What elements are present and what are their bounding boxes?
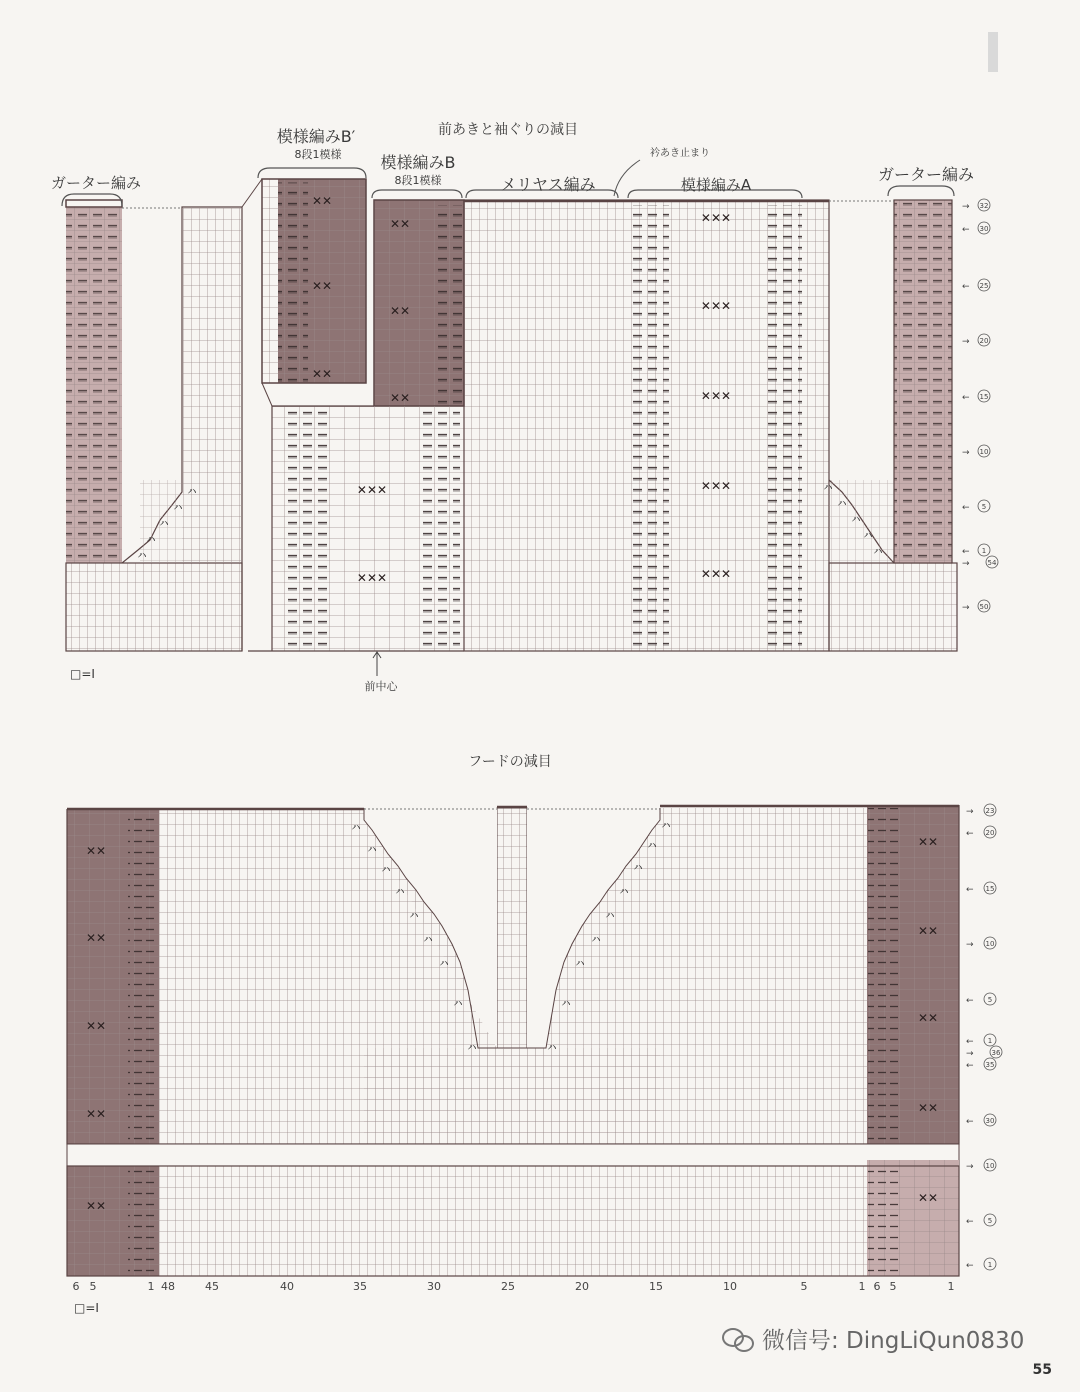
svg-text:ㇵ: ㇵ	[158, 515, 171, 529]
svg-text:→: →	[962, 337, 970, 347]
label-pattern-a: 模様編みA	[680, 176, 752, 194]
label-neck-opening-stop: 衿あき止まり	[650, 148, 710, 159]
svg-text:✕✕: ✕✕	[917, 1101, 939, 1115]
svg-text:23: 23	[985, 807, 995, 815]
svg-text:✕✕✕: ✕✕✕	[700, 389, 732, 403]
svg-text:5: 5	[987, 996, 993, 1004]
svg-text:→: →	[962, 448, 970, 458]
svg-text:1: 1	[858, 1280, 866, 1293]
page-number: 55	[1032, 1362, 1052, 1378]
left-body-grid	[66, 563, 242, 651]
svg-text:←: ←	[962, 547, 970, 557]
svg-text:6: 6	[873, 1280, 881, 1293]
svg-text:✕✕✕: ✕✕✕	[700, 479, 732, 493]
svg-text:1: 1	[147, 1280, 155, 1293]
svg-text:ㇵ: ㇵ	[145, 531, 158, 545]
svg-text:20: 20	[575, 1280, 589, 1293]
svg-text:5: 5	[987, 1217, 993, 1225]
svg-text:45: 45	[205, 1280, 219, 1293]
svg-text:30: 30	[979, 225, 989, 233]
wechat-icon	[722, 1326, 756, 1352]
label-pattern-b-repeat: 8段1模様	[394, 174, 442, 187]
right-body-grid	[829, 563, 957, 651]
label-garter-right: ガーター編み	[877, 165, 975, 184]
svg-text:←: ←	[966, 1217, 974, 1227]
svg-text:ㇵ: ㇵ	[366, 841, 379, 855]
svg-text:✕✕: ✕✕	[311, 367, 333, 381]
svg-text:✕✕: ✕✕	[917, 1191, 939, 1205]
svg-text:✕✕: ✕✕	[311, 194, 333, 208]
svg-text:25: 25	[501, 1280, 515, 1293]
svg-text:←: ←	[966, 885, 974, 895]
svg-text:✕✕: ✕✕	[389, 391, 411, 405]
svg-text:✕✕✕: ✕✕✕	[700, 211, 732, 225]
svg-text:ㇵ: ㇵ	[590, 931, 603, 945]
svg-text:54: 54	[987, 559, 997, 567]
svg-text:35: 35	[985, 1061, 995, 1069]
svg-text:←: ←	[966, 1037, 974, 1047]
svg-text:✕✕✕: ✕✕✕	[356, 483, 388, 497]
svg-text:✕✕: ✕✕	[85, 1019, 107, 1033]
svg-text:ㇵ: ㇵ	[836, 495, 849, 509]
svg-text:✕✕✕: ✕✕✕	[700, 299, 732, 313]
svg-text:5: 5	[800, 1280, 808, 1293]
svg-text:ㇵ: ㇵ	[604, 907, 617, 921]
svg-text:50: 50	[979, 603, 989, 611]
top-chart-title: 前あきと袖ぐりの減目	[438, 122, 578, 138]
svg-text:ㇵ: ㇵ	[660, 817, 673, 831]
svg-text:1: 1	[987, 1261, 993, 1269]
svg-text:10: 10	[979, 448, 989, 456]
svg-text:✕✕: ✕✕	[311, 279, 333, 293]
svg-text:30: 30	[985, 1117, 995, 1125]
svg-text:48: 48	[161, 1280, 175, 1293]
svg-text:20: 20	[979, 337, 989, 345]
svg-text:←: ←	[966, 1061, 974, 1071]
svg-text:ㇵ: ㇵ	[822, 479, 835, 493]
svg-text:ㇵ: ㇵ	[438, 955, 451, 969]
svg-text:ㇵ: ㇵ	[646, 837, 659, 851]
svg-text:✕✕: ✕✕	[85, 844, 107, 858]
label-pattern-b: 模様編みB	[380, 153, 456, 172]
svg-text:←: ←	[962, 282, 970, 292]
svg-text:25: 25	[979, 282, 989, 290]
svg-text:10: 10	[985, 1162, 995, 1170]
svg-text:32: 32	[979, 202, 989, 210]
svg-text:ㇵ: ㇵ	[136, 547, 149, 561]
svg-text:ㇵ: ㇵ	[618, 883, 631, 897]
svg-text:←: ←	[966, 1261, 974, 1271]
svg-text:←: ←	[966, 829, 974, 839]
svg-text:5: 5	[89, 1280, 97, 1293]
label-front-center: 前中心	[364, 680, 398, 693]
svg-text:ㇵ: ㇵ	[872, 543, 885, 557]
label-stockinette: メリヤス編み	[500, 175, 596, 194]
svg-text:30: 30	[427, 1280, 441, 1293]
svg-text:5: 5	[889, 1280, 897, 1293]
label-pattern-b-prime-repeat: 8段1模様	[294, 148, 342, 161]
svg-text:→: →	[962, 603, 970, 613]
svg-text:10: 10	[985, 940, 995, 948]
top-chart	[51, 122, 998, 693]
svg-text:40: 40	[280, 1280, 294, 1293]
top-row-markers	[962, 199, 998, 613]
svg-text:36: 36	[991, 1049, 1001, 1057]
bottom-chart	[67, 754, 1002, 1315]
svg-text:ㇵ: ㇵ	[862, 527, 875, 541]
svg-text:→: →	[966, 1162, 974, 1172]
svg-text:✕✕✕: ✕✕✕	[700, 567, 732, 581]
svg-text:←: ←	[962, 225, 970, 235]
svg-text:✕✕: ✕✕	[389, 304, 411, 318]
svg-text:ㇵ: ㇵ	[560, 995, 573, 1009]
svg-text:ㇵ: ㇵ	[850, 511, 863, 525]
svg-text:ㇵ: ㇵ	[422, 931, 435, 945]
svg-text:✕✕: ✕✕	[917, 835, 939, 849]
svg-text:1: 1	[987, 1037, 993, 1045]
svg-text:ㇵ: ㇵ	[350, 819, 363, 833]
svg-text:✕✕: ✕✕	[917, 924, 939, 938]
svg-text:ㇵ: ㇵ	[466, 1039, 479, 1053]
svg-text:6: 6	[72, 1280, 80, 1293]
svg-text:ㇵ: ㇵ	[394, 883, 407, 897]
bottom-legend: □=Ⅰ	[74, 1301, 99, 1315]
svg-text:15: 15	[979, 393, 989, 401]
bottom-column-numbers	[73, 1280, 955, 1293]
svg-text:←: ←	[966, 996, 974, 1006]
svg-text:✕✕: ✕✕	[85, 1107, 107, 1121]
svg-text:→: →	[966, 807, 974, 817]
svg-text:ㇵ: ㇵ	[546, 1039, 559, 1053]
top-legend: □=Ⅰ	[70, 667, 95, 681]
bottom-chart-title: フードの減目	[468, 754, 552, 770]
svg-text:ㇵ: ㇵ	[186, 483, 199, 497]
svg-text:←: ←	[966, 1117, 974, 1127]
svg-text:←: ←	[962, 393, 970, 403]
svg-text:✕✕: ✕✕	[917, 1011, 939, 1025]
svg-text:←: ←	[962, 503, 970, 513]
svg-text:✕✕: ✕✕	[85, 931, 107, 945]
hood-lower-grid	[67, 1166, 959, 1276]
svg-text:ㇵ: ㇵ	[632, 859, 645, 873]
svg-text:20: 20	[985, 829, 995, 837]
bottom-row-markers	[966, 804, 1002, 1271]
svg-text:✕✕: ✕✕	[85, 1199, 107, 1213]
svg-text:→: →	[966, 1049, 974, 1059]
svg-text:→: →	[962, 202, 970, 212]
svg-text:✕✕: ✕✕	[389, 217, 411, 231]
svg-text:✕✕✕: ✕✕✕	[356, 571, 388, 585]
label-pattern-b-prime: 模様編みB′	[276, 127, 356, 146]
svg-text:1: 1	[981, 547, 987, 555]
svg-text:ㇵ: ㇵ	[574, 955, 587, 969]
svg-text:ㇵ: ㇵ	[452, 995, 465, 1009]
svg-text:ㇵ: ㇵ	[380, 861, 393, 875]
svg-text:→: →	[962, 559, 970, 569]
svg-text:5: 5	[981, 503, 987, 511]
svg-text:ㇵ: ㇵ	[172, 499, 185, 513]
svg-text:15: 15	[649, 1280, 663, 1293]
watermark-text: 微信号: DingLiQun0830	[762, 1328, 1025, 1354]
svg-text:15: 15	[985, 885, 995, 893]
svg-text:1: 1	[947, 1280, 955, 1293]
svg-text:10: 10	[723, 1280, 737, 1293]
watermark	[722, 1322, 1024, 1355]
label-garter-left: ガーター編み	[50, 174, 142, 192]
svg-text:35: 35	[353, 1280, 367, 1293]
svg-text:ㇵ: ㇵ	[408, 907, 421, 921]
svg-text:→: →	[966, 940, 974, 950]
